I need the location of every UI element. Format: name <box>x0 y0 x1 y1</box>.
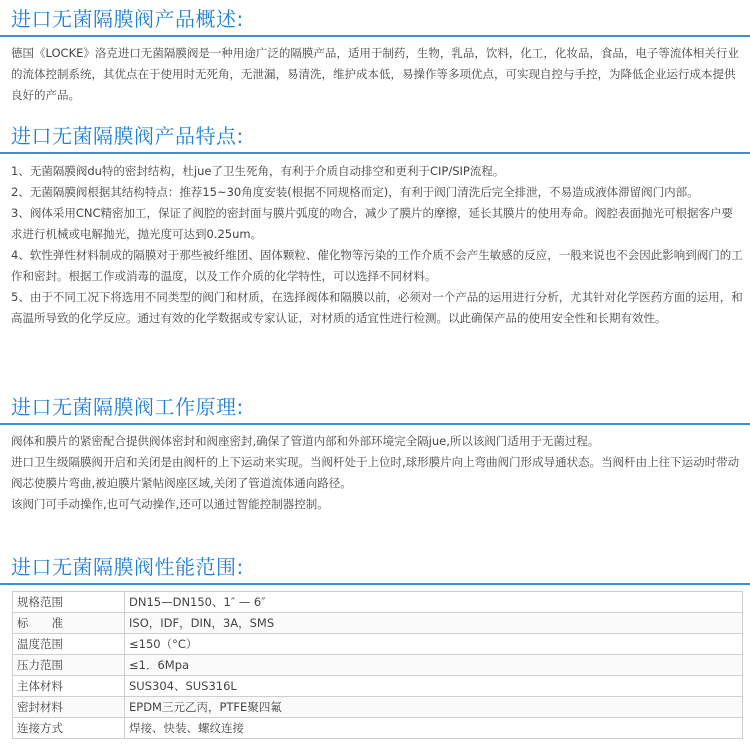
spec-key: 压力范围 <box>13 655 125 676</box>
table-row <box>13 676 743 697</box>
features-text <box>11 161 743 329</box>
section-title-overview: 进口无菌隔膜阀产品概述: <box>0 4 750 37</box>
spec-key: 主体材料 <box>13 676 125 697</box>
table-row <box>13 718 743 739</box>
feature-item-1: 1、无菌隔膜阀du特的密封结构，杜jue了卫生死角，有利于介质自动排空和更利于CIP/SIP流程。 <box>11 164 505 178</box>
principle-paragraph-1: 阀体和膜片的紧密配合提供阀体密封和阀座密封,确保了管道内部和外部环境完全隔jue,所以该阀门适用于无菌过程。 <box>11 434 600 448</box>
section-title-features: 进口无菌隔膜阀产品特点: <box>0 121 750 154</box>
table-row <box>13 592 743 613</box>
spec-value: SUS304、SUS316L <box>125 676 743 697</box>
spec-value: ≤150（°C） <box>125 634 743 655</box>
table-row <box>13 613 743 634</box>
principle-text <box>11 431 743 515</box>
feature-item-3: 3、阀体采用CNC精密加工，保证了阀腔的密封面与膜片弧度的吻合，减少了膜片的摩擦，延长其膜片的使用寿命。阀腔表面抛光可根据客户要求进行机械或电解抛光，抛光度可达到0.25um。 <box>11 206 733 241</box>
table-row <box>13 697 743 718</box>
spec-key: 规格范围 <box>13 592 125 613</box>
section-title-principle: 进口无菌隔膜阀工作原理: <box>0 392 750 425</box>
overview-text <box>11 43 743 106</box>
table-row <box>13 634 743 655</box>
spec-value: EPDM三元乙丙，PTFE聚四氟 <box>125 697 743 718</box>
performance-spec-table <box>12 591 743 739</box>
overview-paragraph: 德国《LOCKE》洛克进口无菌隔膜阀是一种用途广泛的隔膜产品，适用于制药，生物，乳品，饮料，化工，化妆品，食品，电子等流体相关行业的流体控制系统，其优点在于使用时无死角，无泄漏，易清洗，维护成本低，易操作等多项优点，可实现自控与手控，为降低企业运行成本提供良好的产品。 <box>11 46 739 102</box>
principle-paragraph-2: 进口卫生级隔膜阀开启和关闭是由阀杆的上下运动来实现。当阀杆处于上位时,球形膜片向上弯曲阀门形成导通状态。当阀杆由上往下运动时带动阀芯使膜片弯曲,被迫膜片紧帖阀座区域,关闭了管道流体通向路径。 <box>11 455 740 490</box>
spec-value: DN15—DN150、1″ — 6″ <box>125 592 743 613</box>
table-row <box>13 655 743 676</box>
spec-key: 标 准 <box>13 613 125 634</box>
spec-key: 连接方式 <box>13 718 125 739</box>
spec-value: 焊接、快装、螺纹连接 <box>125 718 743 739</box>
feature-item-4: 4、软性弹性材料制成的隔膜对于那些被纤维团、固体颗粒、催化物等污染的工作介质不会产生敏感的反应，一般来说也不会因此影响到阀门的工作和密封。根据工作或消毒的温度，以及工作介质的化学特性，可以选择不同材料。 <box>11 248 743 283</box>
spec-value: ≤1．6Mpa <box>125 655 743 676</box>
principle-paragraph-3: 该阀门可手动操作,也可气动操作,还可以通过智能控制器控制。 <box>11 497 329 511</box>
feature-item-2: 2、无菌隔膜阀根据其结构特点：推荐15~30角度安装(根据不同规格而定)，有利于阀门清洗后完全排泄，不易造成液体滞留阀门内部。 <box>11 185 699 199</box>
spec-key: 温度范围 <box>13 634 125 655</box>
spec-value: ISO，IDF，DIN，3A，SMS <box>125 613 743 634</box>
feature-item-5: 5、由于不同工况下将选用不同类型的阀门和材质，在选择阀体和隔膜以前，必须对一个产品的运用进行分析，尤其针对化学医药方面的运用，和高温所导致的化学反应。通过有效的化学数据或专家认证，对材质的适宜性进行检测。以此确保产品的使用安全性和长期有效性。 <box>11 290 743 325</box>
section-title-performance: 进口无菌隔膜阀性能范围: <box>0 552 750 585</box>
spec-key: 密封材料 <box>13 697 125 718</box>
